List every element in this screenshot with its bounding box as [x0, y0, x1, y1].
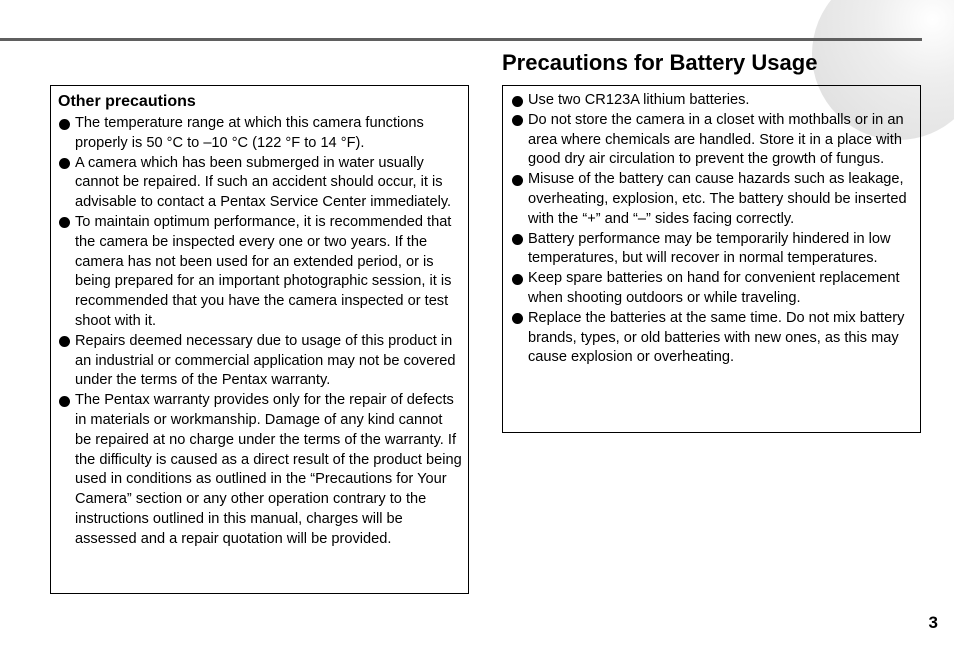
other-precautions-list	[58, 114, 462, 550]
list-item-text: To maintain optimum performance, it is recommended that the camera be inspected every one or two years. If the camera has not been used for an extended period, or is being prepared for an important photographic session, it is recommended that you have the camera inspected or test shoot with it.	[75, 213, 452, 329]
bullet-icon	[59, 158, 70, 169]
list-item	[58, 213, 462, 332]
bullet-icon	[512, 234, 523, 245]
list-item	[58, 114, 462, 154]
bullet-icon	[59, 336, 70, 347]
list-item-text: Do not store the camera in a closet with mothballs or in an area where chemicals are handled. Store it in a place with good dry air circulation to prevent the growth of fungus.	[528, 111, 904, 168]
bullet-icon	[512, 274, 523, 285]
bullet-icon	[59, 119, 70, 130]
other-precautions-box	[50, 85, 469, 594]
bullet-icon	[59, 217, 70, 228]
list-item	[511, 269, 914, 309]
bullet-icon	[512, 96, 523, 107]
list-item	[511, 170, 914, 229]
list-item	[511, 309, 914, 368]
list-item-text: The temperature range at which this camera functions properly is 50 °C to –10 °C (122 °F to 14 °F).	[75, 115, 424, 151]
list-item-text: Battery performance may be temporarily hindered in low temperatures, but will recover in normal temperatures.	[528, 230, 891, 267]
list-item	[511, 111, 914, 170]
page-title: Precautions for Battery Usage	[502, 50, 818, 75]
list-item	[58, 391, 462, 549]
battery-usage-list	[511, 91, 914, 368]
battery-usage-box	[502, 85, 921, 433]
list-item-text: Keep spare batteries on hand for convenient replacement when shooting outdoors or while traveling.	[528, 270, 900, 306]
list-item-text: The Pentax warranty provides only for the repair of defects in materials or workmanship. Damage of any kind cannot be repaired at no charge under the terms of the warranty. If the difficulty is caused as a direct result of the product being used in conditions as outlined in the “Precautions for Your Camera” section or any other operation contrary to the instructions outlined in this manual, charges will be assessed and a repair quotation will be provided.	[75, 392, 462, 547]
bullet-icon	[512, 313, 523, 324]
bullet-icon	[512, 175, 523, 186]
list-item-text: Replace the batteries at the same time. Do not mix battery brands, types, or old batteries with new ones, as this may cause explosion or overheating.	[528, 309, 905, 366]
list-item	[511, 91, 914, 111]
list-item	[58, 154, 462, 213]
list-item	[511, 230, 914, 270]
other-precautions-heading: Other precautions	[58, 93, 196, 110]
list-item-text: Misuse of the battery can cause hazards such as leakage, overheating, explosion, etc. The battery should be inserted with the “+” and “–” sides facing correctly.	[528, 171, 907, 227]
list-item-text: A camera which has been submerged in water usually cannot be repaired. If such an accident should occur, it is advisable to contact a Pentax Service Center immediately.	[75, 154, 452, 211]
bullet-icon	[512, 115, 523, 126]
bullet-icon	[59, 396, 70, 407]
list-item-text: Repairs deemed necessary due to usage of this product in an industrial or commercial application may not be covered under the terms of the Pentax warranty.	[75, 332, 456, 389]
list-item-text: Use two CR123A lithium batteries.	[528, 92, 750, 108]
header-rule	[0, 38, 922, 41]
list-item	[58, 332, 462, 391]
page-number: 3	[928, 613, 938, 632]
